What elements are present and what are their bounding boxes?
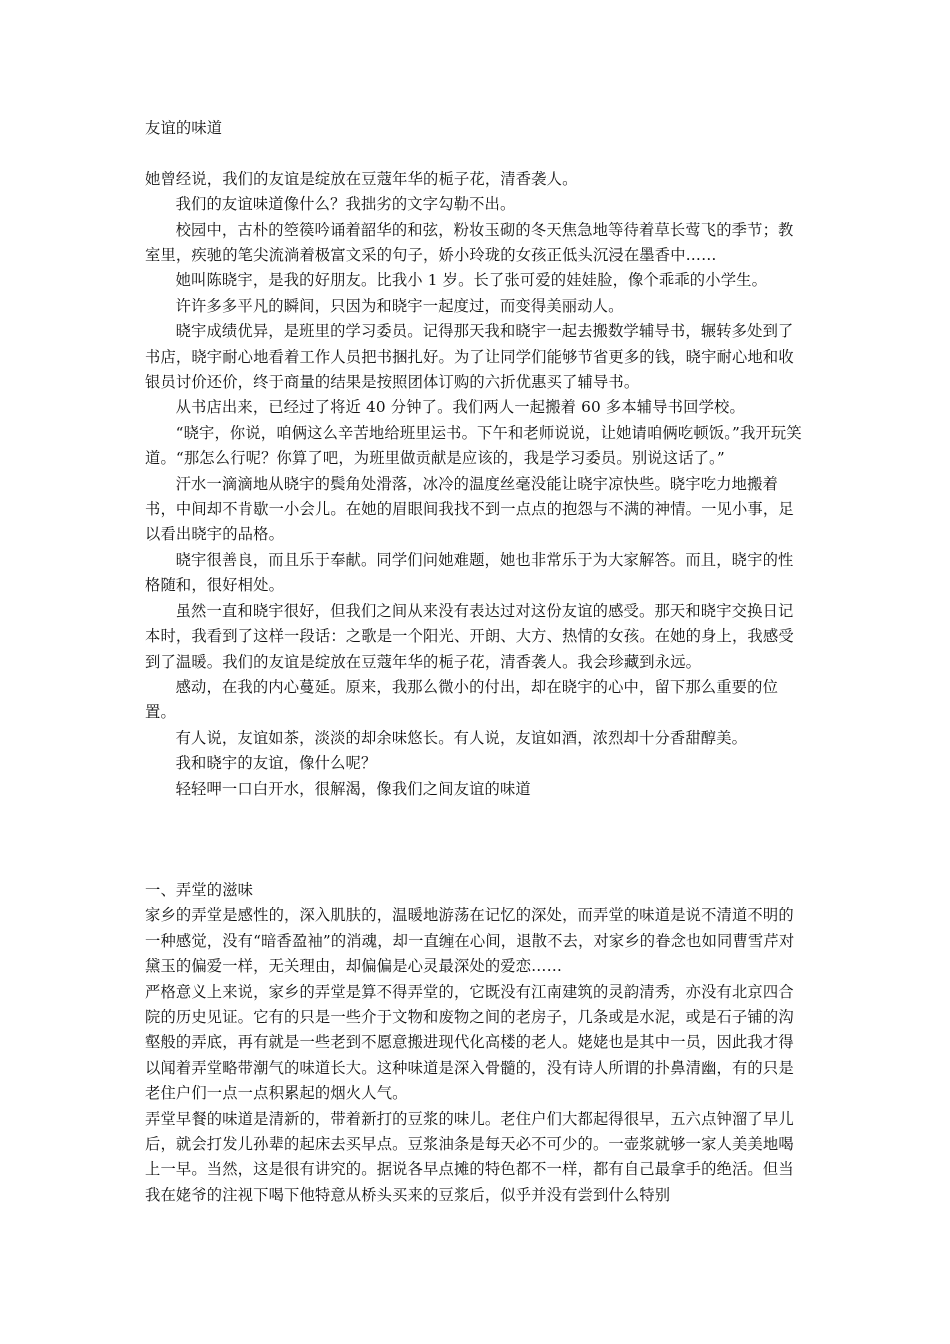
essay-paragraph: 虽然一直和晓宇很好，但我们之间从来没有表达过对这份友谊的感受。那天和晓宇交换日记本时，我看到了这样一段话：之歌是一个阳光、开朗、大方、热情的女孩。在她的身上，我感受到了温暖。我们的友谊是绽放在豆蔻年华的栀子花，清香袭人。我会珍藏到永远。 <box>145 601 794 671</box>
section-body <box>145 903 807 1208</box>
section-paragraph: 家乡的弄堂是感性的，深入肌肤的，温暖地游荡在记忆的深处，而弄堂的味道是说不清道不明的一种感觉，没有“暗香盈袖”的消魂，却一直缠在心间，退散不去，对家乡的眷念也如同曹雪芹对黛玉的偏爱一样，无关理由，却偏偏是心灵最深处的爱恋…… <box>145 906 795 976</box>
section-paragraph: 弄堂早餐的味道是清新的，带着新打的豆浆的味儿。老住户们大都起得很早，五六点钟溜了早儿后，就会打发儿孙辈的起床去买早点。豆浆油条是每天必不可少的。一壶浆就够一家人美美地喝上一早。当然，这是很有讲究的。据说各早点摊的特色都不一样，都有自己最拿手的绝活。但当我在姥爷的注视下喝下他特意从桥头买来的豆浆后，似乎并没有尝到什么特别 <box>145 1109 794 1204</box>
section-spacer <box>145 802 807 878</box>
essay-paragraph: 晓宇很善良，而且乐于奉献。同学们问她难题，她也非常乐于为大家解答。而且，晓宇的性格随和，很好相处。 <box>145 550 794 595</box>
essay-paragraph: 晓宇成绩优异，是班里的学习委员。记得那天我和晓宇一起去搬数学辅导书，辗转多处到了书店，晓宇耐心地看着工作人员把书捆扎好。为了让同学们能够节省更多的钱，晓宇耐心地和收银员讨价还价，终于商量的结果是按照团体订购的六折优惠买了辅导书。 <box>145 322 794 392</box>
essay-paragraph: 我们的友谊味道像什么？我拙劣的文字勾勒不出。 <box>175 195 516 214</box>
title-spacer <box>145 141 807 166</box>
essay-title: 友谊的味道 <box>145 119 223 137</box>
essay-paragraph: 校园中，古朴的箜篌吟诵着韶华的和弦，粉妆玉砌的冬天焦急地等待着草长莺飞的季节；教室里，疾驰的笔尖流淌着极富文采的句子，娇小玲珑的女孩正低头沉浸在墨香中…… <box>145 220 794 265</box>
section-paragraph: 严格意义上来说，家乡的弄堂是算不得弄堂的，它既没有江南建筑的灵韵清秀，亦没有北京四合院的历史见证。它有的只是一些介于文物和废物之间的老房子，几条或是水泥，或是石子铺的沟壑般的弄底，再有就是一些老到不愿意搬进现代化高楼的老人。姥姥也是其中一员，因此我才得以闻着弄堂略带潮气的味道长大。这种味道是深入骨髓的，没有诗人所谓的扑鼻清幽，有的只是老住户们一点一点积累起的烟火人气。 <box>145 982 794 1103</box>
essay-paragraph: 感动，在我的内心蔓延。原来，我那么微小的付出，却在晓宇的心中，留下那么重要的位置。 <box>145 677 779 722</box>
document-body <box>145 116 807 1208</box>
essay-paragraph: 她曾经说，我们的友谊是绽放在豆蔻年华的栀子花，清香袭人。 <box>145 169 578 188</box>
essay-paragraph: “晓宇，你说，咱俩这么辛苦地给班里运书。下午和老师说说，让她请咱俩吃顿饭。”我开玩笑道。“那怎么行呢？你算了吧，为班里做贡献是应该的，我是学习委员。别说这话了。” <box>145 423 802 468</box>
essay-paragraph: 从书店出来，已经过了将近 40 分钟了。我们两人一起搬着 60 多本辅导书回学校。 <box>175 398 745 417</box>
essay-paragraph: 有人说，友谊如茶，淡淡的却余味悠长。有人说，友谊如酒，浓烈却十分香甜醇美。 <box>175 728 748 747</box>
essay-paragraph: 我和晓宇的友谊，像什么呢？ <box>175 754 377 773</box>
section-heading: 一、弄堂的滋味 <box>145 880 254 899</box>
essay-paragraph: 她叫陈晓宇，是我的好朋友。比我小 1 岁。长了张可爱的娃娃脸，像个乖乖的小学生。 <box>175 271 768 290</box>
essay-paragraph: 许许多多平凡的瞬间，只因为和晓宇一起度过，而变得美丽动人。 <box>175 296 624 315</box>
essay-paragraph: 汗水一滴滴地从晓宇的鬓角处滑落，冰冷的温度丝毫没能让晓宇凉快些。晓宇吃力地搬着书，中间却不肯歇一小会儿。在她的眉眼间我找不到一点点的抱怨与不满的神情。一见小事，足以看出晓宇的品格。 <box>145 474 794 544</box>
essay-body <box>145 167 807 802</box>
essay-paragraph: 轻轻呷一口白开水，很解渴，像我们之间友谊的味道 <box>175 779 531 798</box>
